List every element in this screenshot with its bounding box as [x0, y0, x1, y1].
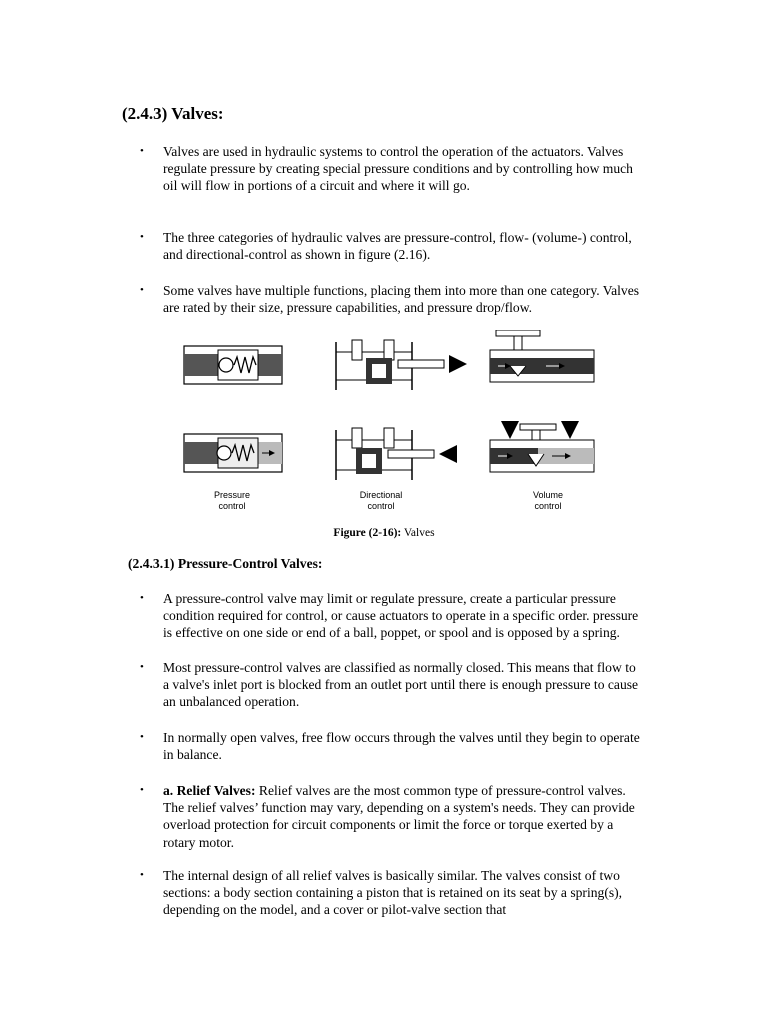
directional-control-label-2: control — [367, 501, 395, 511]
list-item — [140, 590, 640, 642]
directional-valve-top-diagram — [336, 340, 464, 390]
list-item — [140, 867, 640, 919]
volume-valve-bottom-diagram — [490, 424, 594, 472]
bullet-marker: • — [140, 661, 144, 673]
bullet-text: Most pressure-control valves are classified as normally closed. This means that flow to a valve's inlet port is blocked from an outlet port until there is enough pressure to cause an unbalanced operation. — [163, 660, 639, 710]
bullet-text — [163, 782, 640, 851]
bullet-text: In normally open valves, free flow occurs through the valves until they begin to operate in balance. — [163, 730, 640, 763]
bullet-marker: • — [140, 145, 144, 157]
pressure-valve-top-diagram — [184, 346, 282, 384]
bullet-text: The internal design of all relief valves is basically similar. The valves consist of two sections: a body section containing a piston that is retained on its seat by a spring(s), depending on the model, and a cover or pilot-valve section that — [163, 868, 623, 918]
section-heading: (2.4.3) Valves: — [122, 104, 224, 123]
bullet-text: Some valves have multiple functions, placing them into more than one category. Valves are rated by their size, pressure capabilities, and pressure drop/flow. — [163, 283, 640, 316]
directional-valve-bottom-diagram — [336, 428, 454, 480]
directional-control-label-1: Directional — [359, 490, 403, 500]
figure-caption-label: Figure (2-16): — [333, 527, 402, 539]
bullet-marker: • — [140, 231, 144, 243]
list-item — [140, 282, 640, 316]
bullet-text: The three categories of hydraulic valves are pressure-control, flow- (volume-) control, and directional-control as shown in figure (2.16). — [163, 230, 632, 263]
list-item — [140, 729, 640, 763]
figure-caption-text: Valves — [401, 527, 435, 539]
relief-valves-term: a. Relief Valves: — [163, 783, 256, 798]
pressure-valve-bottom-diagram — [184, 434, 282, 472]
volume-valve-top-diagram — [490, 330, 594, 382]
bullet-text: Valves are used in hydraulic systems to control the operation of the actuators. Valves regulate pressure by creating special pressure conditions and by controlling how much oil will flow in portions of a circuit and where it will go. — [163, 144, 633, 194]
bullet-marker: • — [140, 731, 144, 743]
list-item — [140, 782, 640, 851]
bullet-marker: • — [140, 784, 144, 796]
list-item — [140, 659, 640, 711]
relief-valves-text: Relief valves are the most common type of pressure-control valves. The relief valves’ function may vary, depending on a system's needs. They can provide overload protection for circuit components or limit the force or torque exerted by a rotary motor. — [163, 783, 635, 850]
bullet-marker: • — [140, 869, 144, 881]
valves-figure — [176, 330, 620, 516]
pressure-control-label-2: control — [218, 501, 246, 511]
bullet-marker: • — [140, 284, 144, 296]
volume-control-label-2: control — [534, 501, 562, 511]
bullet-marker: • — [140, 592, 144, 604]
subsection-heading: (2.4.3.1) Pressure-Control Valves: — [128, 556, 323, 571]
pressure-control-label-1: Pressure — [213, 490, 251, 500]
volume-control-label-1: Volume — [532, 490, 564, 500]
bullet-text: A pressure-control valve may limit or regulate pressure, create a particular pressure condition required for control, or cause actuators to operate in a specific order. pressure is effective on one side or end of a ball, poppet, or spool and is opposed by a spring. — [163, 591, 639, 641]
list-item — [140, 143, 640, 195]
figure-caption — [0, 527, 768, 539]
list-item — [140, 229, 640, 263]
